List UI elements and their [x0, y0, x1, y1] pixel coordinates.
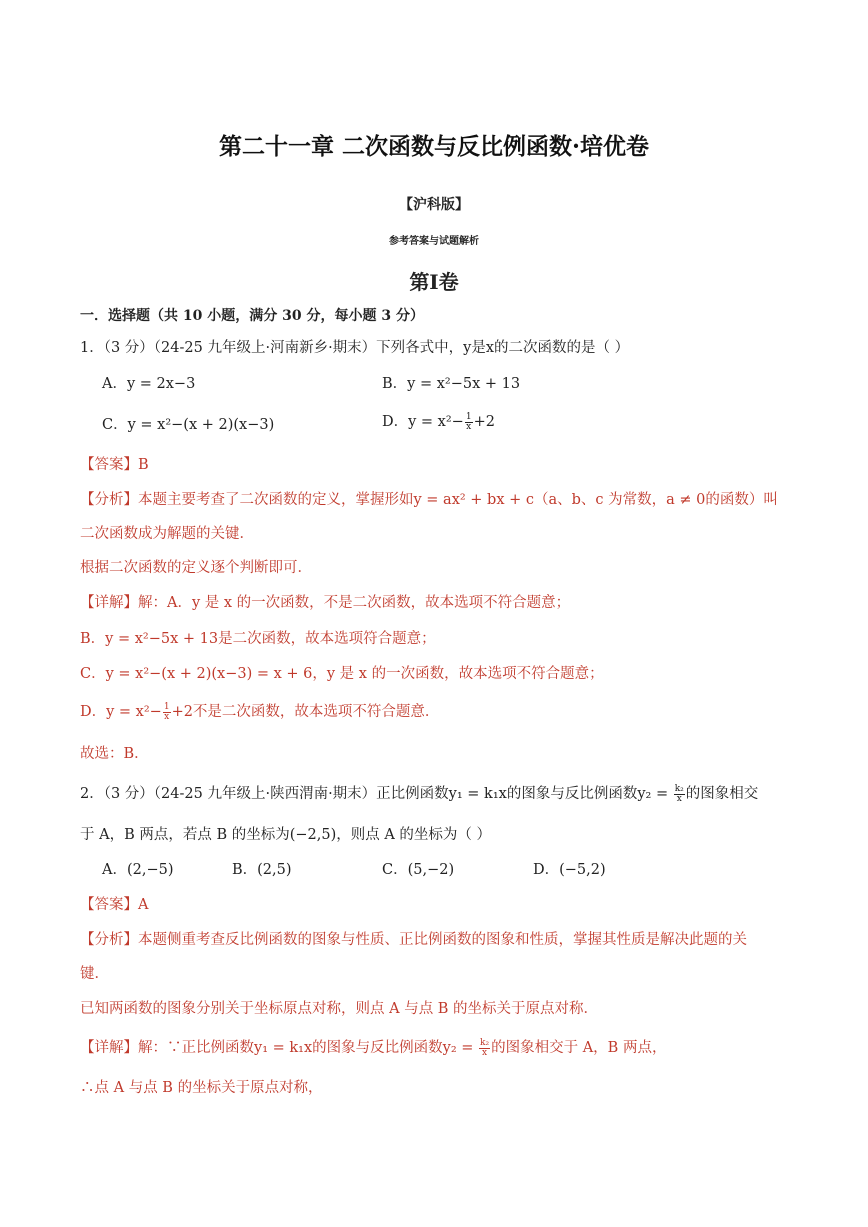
question-2-option-c: C．(5,−2)	[382, 862, 455, 878]
question-1-analysis-line-1: 【分析】本题主要考查了二次函数的定义，掌握形如y = ax² + bx + c（a、b、c 为常数，a ≠ 0的函数）叫	[80, 492, 778, 508]
question-2-analysis-line-3: 已知两函数的图象分别关于坐标原点对称，则点 A 与点 B 的坐标关于原点对称．	[80, 1001, 599, 1017]
question-2-option-d: D．(−5,2)	[533, 862, 606, 878]
question-1-option-b: B．y = x²−5x + 13	[382, 376, 521, 392]
question-2-option-b: B．(2,5)	[232, 862, 292, 878]
question-2-stem-line-1: 2．（3 分）（24-25 九年级上·陕西渭南·期末）正比例函数y₁ = k₁x的图象与反比例函数y₂ = $\frac{\text{k₂}}{x}$ 的图象相交	[80, 783, 759, 804]
question-2-analysis-line-1: 【分析】本题侧重考查反比例函数的图象与性质、正比例函数的图象和性质，掌握其性质是解决此题的关	[80, 932, 747, 948]
question-1-detail-line-4: D．y = x²− $\frac{1}{x}$ +2不是二次函数，故本选项不符合题意．	[80, 701, 440, 722]
question-2-analysis-line-2: 键．	[80, 966, 109, 982]
volume-label: 第I卷	[409, 270, 459, 294]
question-1-answer: 【答案】B	[80, 457, 149, 473]
question-2-stem-line-2: 于 A，B 两点，若点 B 的坐标为(−2,5)，则点 A 的坐标为（ ）	[80, 827, 492, 843]
question-1-option-c: C．y = x²−(x + 2)(x−3)	[102, 417, 275, 433]
question-1-stem: 1．（3 分）（24-25 九年级上·河南新乡·期末）下列各式中，y是x的二次函数的是（ ）	[80, 340, 630, 356]
question-1-choice: 故选：B．	[80, 746, 149, 762]
subtitle: 参考答案与试题解析	[389, 236, 479, 247]
question-2-answer: 【答案】A	[80, 897, 149, 913]
question-1-analysis-line-2: 二次函数成为解题的关键．	[80, 526, 254, 542]
question-2-detail-line-2: ∴点 A 与点 B 的坐标关于原点对称，	[80, 1080, 323, 1096]
question-1-detail-line-1: 【详解】解：A．y 是 x 的一次函数，不是二次函数，故本选项不符合题意；	[80, 595, 571, 611]
page-title: 第二十一章 二次函数与反比例函数·培优卷	[218, 133, 649, 160]
question-1-analysis-line-3: 根据二次函数的定义逐个判断即可．	[80, 560, 312, 576]
section-heading: 一．选择题（共 10 小题，满分 30 分，每小题 3 分）	[80, 308, 424, 324]
question-1-option-d: D．y = x²− $\frac{1}{x}$ +2	[382, 411, 495, 432]
question-2-detail-line-1: 【详解】解：∵正比例函数y₁ = k₁x的图象与反比例函数y₂ = $\frac{\text{k₂}}{x}$ 的图象相交于 A，B 两点，	[80, 1037, 667, 1058]
question-1-option-a: A．y = 2x−3	[102, 376, 196, 392]
question-1-detail-line-3: C．y = x²−(x + 2)(x−3) = x + 6，y 是 x 的一次函数，故本选项不符合题意；	[80, 666, 604, 682]
edition-label: 【沪科版】	[399, 197, 469, 213]
question-1-detail-line-2: B．y = x²−5x + 13是二次函数，故本选项符合题意；	[80, 631, 436, 647]
question-2-option-a: A．(2,−5)	[102, 862, 174, 878]
